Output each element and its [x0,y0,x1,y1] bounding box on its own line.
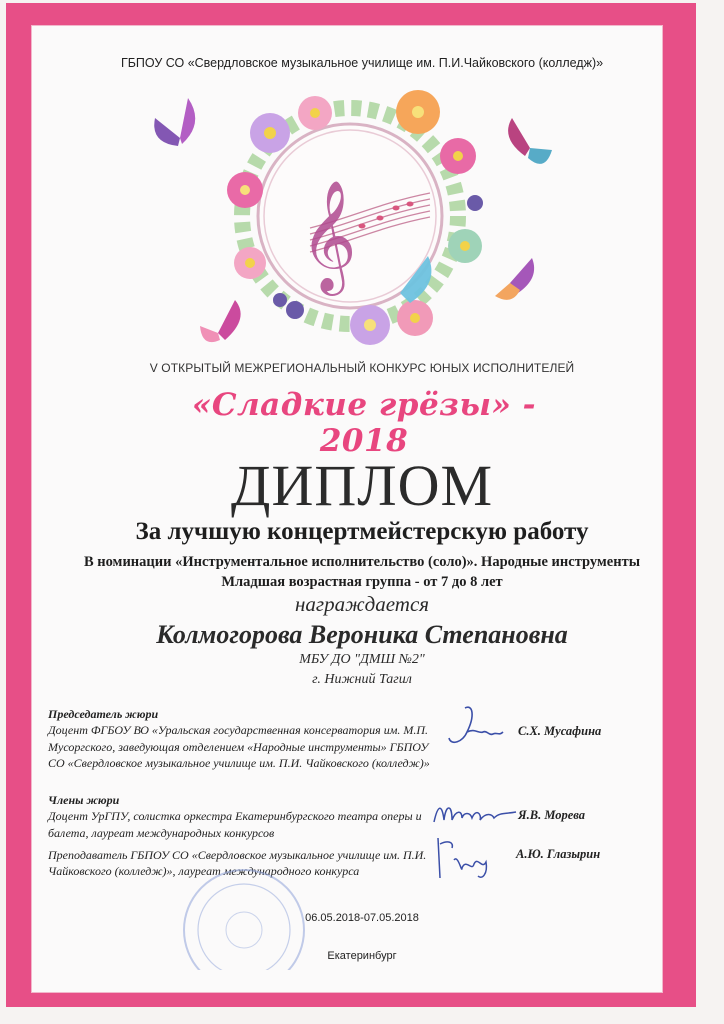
jury-member1-name: Я.В. Морева [518,808,586,822]
jury-member2-description: Преподаватель ГБПОУ СО «Свердловское музыкальное училище им. П.И. Чайковского (колледж)», лауреат международного конкурса [48,848,427,879]
jury-chair-block [48,706,438,771]
jury-chair-description: Доцент ФГБОУ ВО «Уральская государственная консерватория им. М.П. Мусоргского, заведующая отделением «Народные инструменты» ГБПОУ СО «Свердловское музыкальное училище им. П.И. Чайковского (колледж)» [48,723,430,770]
jury-chair-name: С.Х. Мусафина [518,724,602,738]
issuing-organization: ГБПОУ СО «Свердловское музыкальное училище им. П.И.Чайковского (колледж)» [120,56,604,70]
issue-city: Екатеринбург [327,950,397,962]
awarded-label: награждается [294,592,430,616]
contest-name: «Сладкие грёзы» - 2018 [191,387,537,459]
jury-member2-name: А.Ю. Глазырин [516,847,601,861]
jury-member1-description: Доцент УрГПУ, солистка оркестра Екатеринбургского театра оперы и балета, лауреат международных конкурсов [48,809,422,840]
contest-subtitle: V ОТКРЫТЫЙ МЕЖРЕГИОНАЛЬНЫЙ КОНКУРС ЮНЫХ ИСПОЛНИТЕЛЕЙ [149,361,575,375]
jury-chair-heading: Председатель жюри [48,707,159,721]
jury-members-heading: Члены жюри [48,793,120,807]
recipient-school: МБУ ДО "ДМШ №2" [299,652,425,667]
recipient-city: г. Нижний Тагил [312,672,412,687]
member2-signature [432,834,502,884]
jury-member1-block [48,792,438,841]
floral-wreath-emblem [140,78,560,350]
contest-dates: 06.05.2018-07.05.2018 [305,912,419,924]
svg-text:𝄞: 𝄞 [300,179,357,291]
diploma-title: ДИПЛОМ [230,453,494,518]
chair-signature [445,702,505,750]
recipient-name: Колмогорова Вероника Степановна [156,620,568,649]
age-group-line: Младшая возрастная группа - от 7 до 8 лет [221,574,503,590]
nomination-line: В номинации «Инструментальное исполнительство (соло)». Народные инструменты [83,554,641,570]
member1-signature [430,798,520,830]
award-title: За лучшую концертмейстерскую работу [135,518,589,545]
